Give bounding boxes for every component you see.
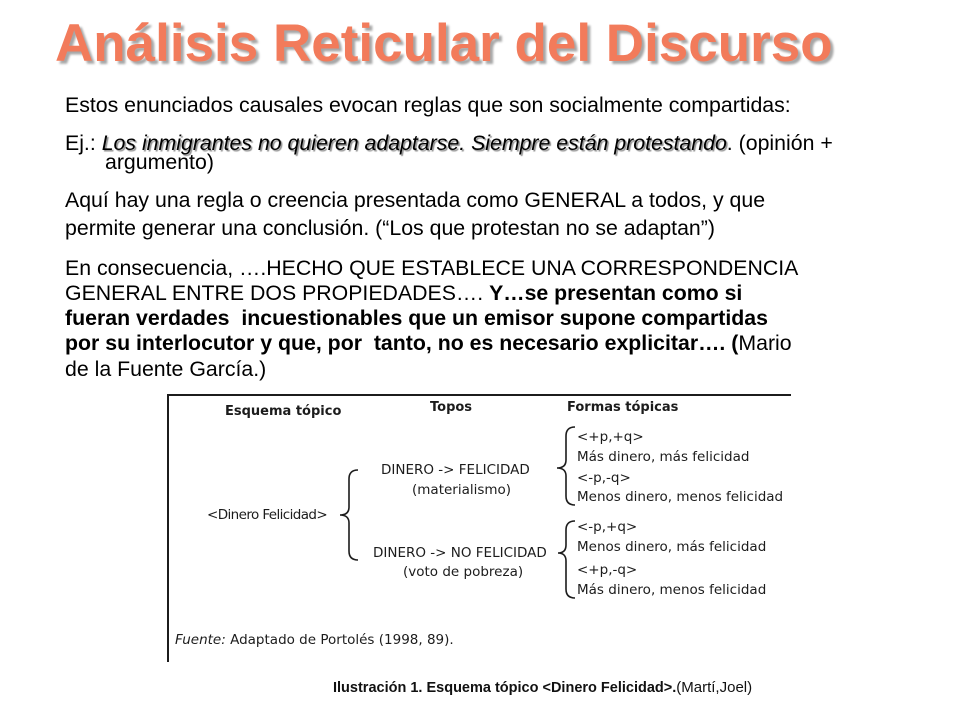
example-continuation: argumento) — [105, 150, 214, 174]
figure-credit: (Martí,Joel) — [676, 679, 753, 696]
consequence-line: En consecuencia, ….HECHO QUE ESTABLECE UNA CORRESPONDENCIA — [65, 256, 799, 280]
topos-2-label: DINERO -> NO FELICIDAD — [373, 545, 547, 561]
consequence-emphasis: Y…se presentan como si — [489, 281, 743, 305]
figure-caption-row — [333, 678, 752, 698]
example-prefix: Ej.: — [65, 131, 102, 155]
diagram-braces — [169, 396, 791, 662]
intro-text: Estos enunciados causales evocan reglas que son socialmente compartidas: — [65, 93, 791, 117]
form-text: Más dinero, menos felicidad — [577, 582, 767, 598]
form-text: Menos dinero, más felicidad — [577, 539, 767, 555]
form-text: Menos dinero, menos felicidad — [577, 489, 784, 505]
form-text: Más dinero, más felicidad — [577, 449, 750, 465]
rule-line: Aquí hay una regla o creencia presentada como GENERAL a todos, y que — [65, 188, 766, 212]
source-text: Adaptado de Portolés (1998, 89). — [225, 632, 454, 648]
header-scheme: Esquema tópico — [225, 404, 342, 419]
consequence-line — [65, 331, 792, 355]
topos-2-note: (voto de pobreza) — [403, 564, 524, 580]
form-code: <+p,-q> — [577, 562, 638, 578]
source-label: Fuente: — [175, 632, 226, 648]
consequence-text: Mario — [738, 331, 792, 355]
diagram-source — [175, 632, 454, 648]
topos-1-note: (materialismo) — [412, 482, 512, 498]
form-code: <-p,+q> — [577, 519, 638, 535]
form-code: <-p,-q> — [577, 470, 631, 486]
header-topos: Topos — [430, 400, 473, 415]
consequence-text: GENERAL ENTRE DOS PROPIEDADES…. — [65, 281, 490, 305]
rule-line: permite generar una conclusión. (“Los que protestan no se adaptan”) — [65, 216, 715, 240]
header-forms: Formas tópicas — [567, 400, 679, 415]
slide-title: Análisis Reticular del Discurso — [55, 14, 833, 73]
example-quote: Los inmigrantes no quieren adaptarse. Siempre están protestando — [101, 131, 727, 155]
forms-brace-2 — [558, 521, 575, 598]
form-code: <+p,+q> — [577, 429, 644, 445]
topos-1-label: DINERO -> FELICIDAD — [381, 462, 530, 478]
figure-caption: Ilustración 1. Esquema tópico <Dinero Felicidad>. — [333, 680, 677, 696]
scheme-brace — [340, 470, 358, 560]
topic-scheme-figure — [167, 394, 791, 662]
consequence-emphasis: por su interlocutor y que, por tanto, no es necesario explicitar…. ( — [65, 331, 739, 355]
forms-brace-1 — [557, 427, 575, 505]
consequence-line: de la Fuente García.) — [65, 357, 267, 381]
scheme-label: <Dinero Felicidad> — [207, 507, 328, 523]
consequence-line: fueran verdades incuestionables que un emisor supone compartidas — [65, 306, 768, 330]
consequence-line — [65, 281, 742, 305]
example-suffix: . (opinión + — [726, 131, 833, 155]
